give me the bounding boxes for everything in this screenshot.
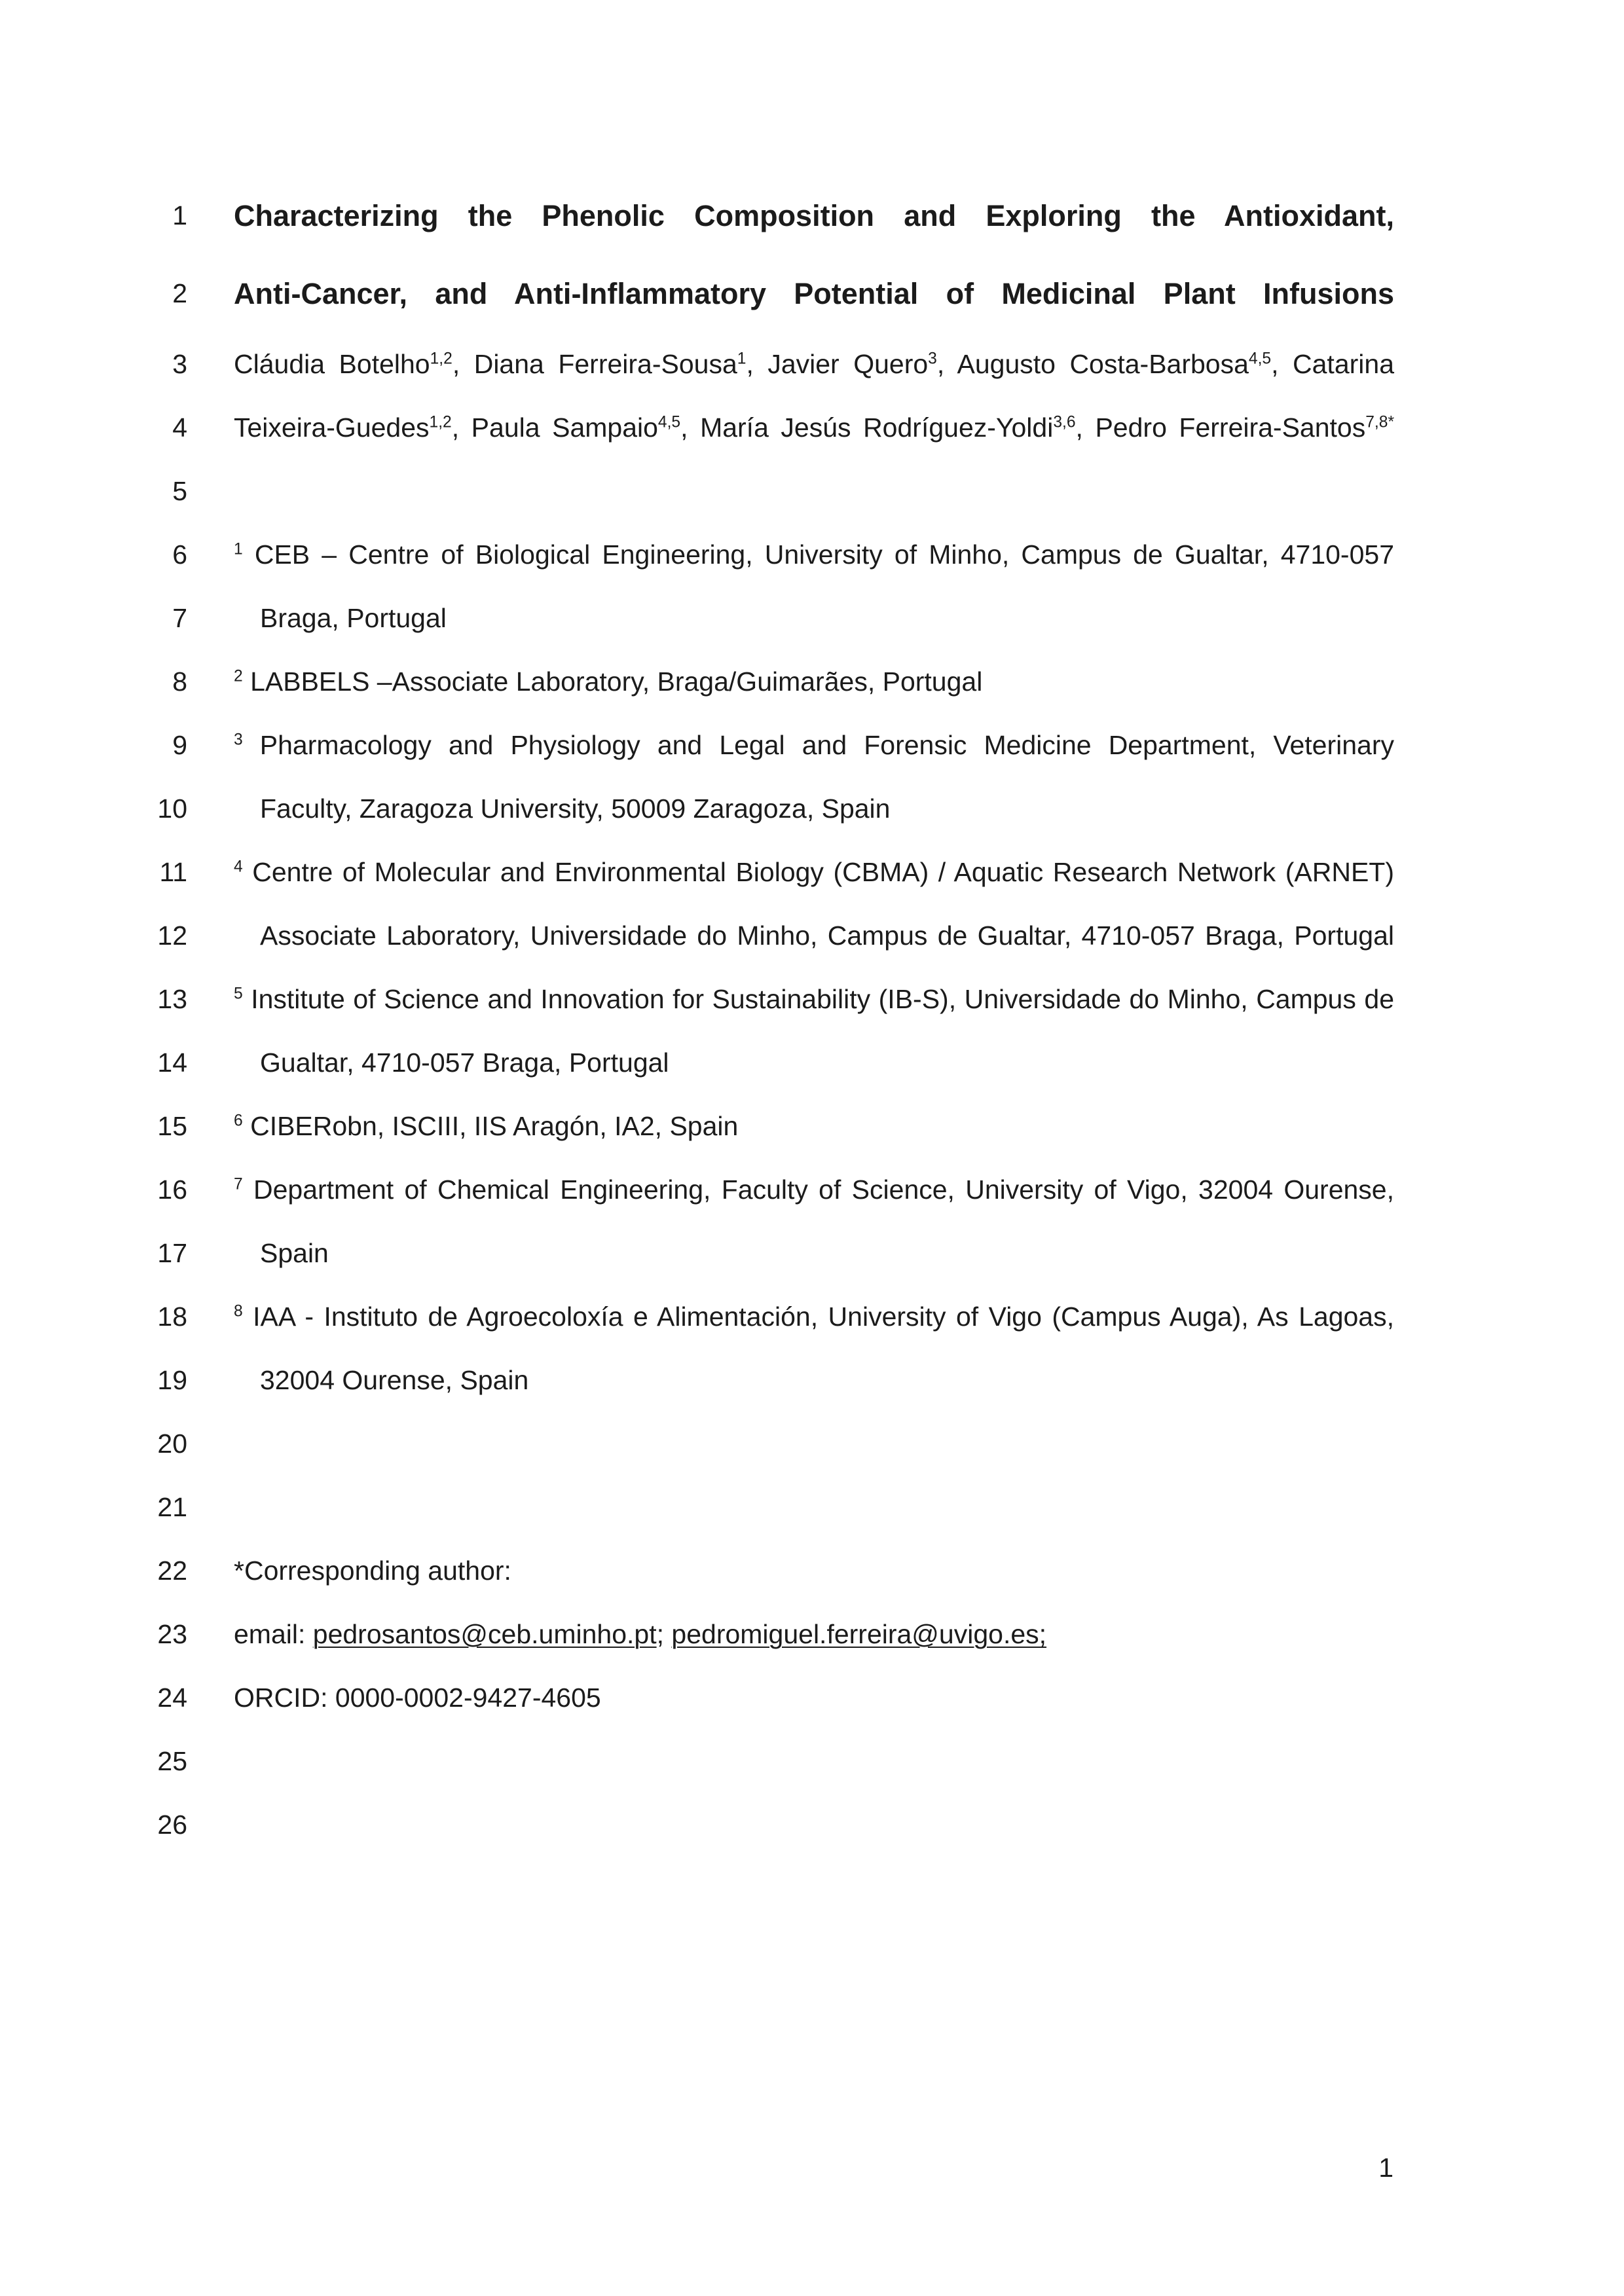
- line-text: [234, 730, 1394, 761]
- line-number: 6: [172, 539, 187, 570]
- text-segment: Cláudia Botelho: [234, 348, 430, 379]
- text-segment: , Catarina: [1271, 348, 1394, 379]
- line-number: 23: [157, 1619, 187, 1649]
- manuscript-line: [0, 1539, 1624, 1603]
- line-number: 20: [157, 1429, 187, 1459]
- manuscript-line: [0, 1095, 1624, 1158]
- text-segment: , Diana Ferreira-Sousa: [452, 348, 737, 379]
- line-text: [234, 1048, 1394, 1078]
- line-text: [234, 1683, 1394, 1713]
- text-segment: Centre of Molecular and Environmental Biology (CBMA) / Aquatic Research Network (ARNET): [242, 856, 1394, 887]
- text-segment: CEB – Centre of Biological Engineering, University of Minho, Campus de Gualtar, 4710-057: [242, 539, 1394, 570]
- affiliation-superscript: 1: [234, 540, 243, 558]
- affiliation-superscript: 7,8*: [1365, 413, 1395, 431]
- line-text: [234, 1556, 1394, 1586]
- text-segment: CIBERobn, ISCIII, IIS Aragón, IA2, Spain: [242, 1110, 739, 1141]
- line-text: [234, 920, 1394, 951]
- line-number: 17: [157, 1238, 187, 1268]
- affiliation-superscript: 4,5: [657, 413, 681, 431]
- line-text: [234, 539, 1394, 570]
- manuscript-line: [0, 396, 1624, 460]
- line-text: [234, 199, 1394, 233]
- line-number: 19: [157, 1365, 187, 1395]
- line-text: [234, 277, 1394, 311]
- text-segment: , María Jesús Rodríguez-Yoldi: [680, 412, 1054, 443]
- text-segment: Braga, Portugal: [260, 602, 447, 633]
- manuscript-line: [0, 1476, 1624, 1539]
- text-segment: ORCID: 0000-0002-9427-4605: [234, 1682, 601, 1713]
- manuscript-line: [0, 333, 1624, 396]
- line-text: [234, 793, 1394, 824]
- line-number: 24: [157, 1683, 187, 1713]
- text-segment: Gualtar, 4710-057 Braga, Portugal: [260, 1047, 669, 1078]
- line-text: [234, 603, 1394, 634]
- line-number: 25: [157, 1746, 187, 1776]
- manuscript-line: [0, 714, 1624, 777]
- manuscript-line: [0, 1793, 1624, 1857]
- text-segment: Anti-Cancer, and Anti-Inflammatory Potential of Medicinal Plant Infusions: [234, 276, 1394, 310]
- affiliation-superscript: 2: [234, 667, 243, 685]
- manuscript-line: [0, 1666, 1624, 1730]
- title-line: [0, 255, 1624, 333]
- text-segment: , Paula Sampaio: [451, 412, 658, 443]
- affiliation-superscript: 7: [234, 1175, 243, 1194]
- line-text: [234, 666, 1394, 697]
- line-text: [234, 1619, 1394, 1650]
- manuscript-line: [0, 968, 1624, 1031]
- line-number: 22: [157, 1556, 187, 1586]
- line-text: [234, 1302, 1394, 1332]
- manuscript-line: [0, 587, 1624, 650]
- text-segment: Characterizing the Phenolic Composition and Exploring the Antioxidant,: [234, 198, 1394, 232]
- manuscript-line: [0, 1285, 1624, 1349]
- manuscript-line: [0, 650, 1624, 714]
- manuscript-line: [0, 1730, 1624, 1793]
- text-segment: Spain: [260, 1237, 329, 1268]
- manuscript-line: [0, 841, 1624, 904]
- affiliation-superscript: 4,5: [1248, 350, 1272, 368]
- affiliation-superscript: 6: [234, 1112, 243, 1130]
- manuscript-line: [0, 1349, 1624, 1412]
- affiliation-superscript: 4: [234, 858, 243, 876]
- affiliation-superscript: 3,6: [1053, 413, 1076, 431]
- text-segment: Faculty, Zaragoza University, 50009 Zaragoza, Spain: [260, 793, 891, 824]
- line-number: 4: [172, 412, 187, 443]
- manuscript-line: [0, 1031, 1624, 1095]
- line-text: [234, 1111, 1394, 1142]
- affiliation-superscript: 1: [737, 350, 747, 368]
- line-number: 9: [172, 730, 187, 760]
- line-number: 26: [157, 1810, 187, 1840]
- line-number: 12: [157, 920, 187, 951]
- email-link[interactable]: pedrosantos@ceb.uminho.pt: [312, 1618, 657, 1649]
- manuscript-line: [0, 1603, 1624, 1666]
- text-segment: Institute of Science and Innovation for Sustainability (IB-S), Universidade do Minho, Campus de: [242, 983, 1394, 1014]
- manuscript-line: [0, 777, 1624, 841]
- page-number: 1: [1378, 2153, 1393, 2183]
- text-segment: Associate Laboratory, Universidade do Minho, Campus de Gualtar, 4710-057 Braga, Portugal: [260, 920, 1394, 951]
- line-number: 8: [172, 666, 187, 697]
- line-number: 3: [172, 349, 187, 379]
- line-number: 11: [159, 857, 187, 887]
- line-number: 10: [157, 793, 187, 824]
- affiliation-superscript: 5: [234, 985, 243, 1003]
- line-number: 7: [172, 603, 187, 633]
- title-line: [0, 177, 1624, 255]
- line-number: 2: [172, 278, 187, 308]
- line-text: [234, 984, 1394, 1015]
- line-number: 15: [157, 1111, 187, 1141]
- email-link[interactable]: pedromiguel.ferreira@uvigo.es;: [671, 1618, 1047, 1649]
- line-number: 1: [172, 200, 187, 230]
- manuscript-body: [0, 177, 1624, 1857]
- affiliation-superscript: 8: [234, 1302, 243, 1321]
- line-text: [234, 1175, 1394, 1205]
- text-segment: ;: [656, 1618, 672, 1649]
- manuscript-line: [0, 523, 1624, 587]
- text-segment: IAA - Instituto de Agroecoloxía e Alimentación, University of Vigo (Campus Auga), As Lagoas,: [242, 1301, 1394, 1332]
- text-segment: , Pedro Ferreira-Santos: [1075, 412, 1366, 443]
- affiliation-superscript: 1,2: [430, 350, 452, 368]
- manuscript-line: [0, 1222, 1624, 1285]
- affiliation-superscript: 3: [928, 350, 937, 368]
- text-segment: Department of Chemical Engineering, Faculty of Science, University of Vigo, 32004 Ourense,: [242, 1174, 1394, 1205]
- line-number: 13: [157, 984, 187, 1014]
- affiliation-superscript: 1,2: [429, 413, 452, 431]
- line-number: 5: [172, 476, 187, 506]
- text-segment: *Corresponding author:: [234, 1555, 511, 1586]
- text-segment: Pharmacology and Physiology and Legal and Forensic Medicine Department, Veterinary: [242, 729, 1394, 760]
- affiliation-superscript: 3: [234, 731, 243, 749]
- line-text: [234, 857, 1394, 888]
- text-segment: Teixeira-Guedes: [234, 412, 430, 443]
- manuscript-line: [0, 904, 1624, 968]
- line-number: 16: [157, 1175, 187, 1205]
- text-segment: LABBELS –Associate Laboratory, Braga/Guimarães, Portugal: [242, 666, 983, 697]
- text-segment: , Javier Quero: [746, 348, 929, 379]
- line-number: 14: [157, 1048, 187, 1078]
- line-text: [234, 349, 1394, 380]
- line-text: [234, 1238, 1394, 1269]
- line-number: 21: [157, 1492, 187, 1522]
- text-segment: , Augusto Costa-Barbosa: [936, 348, 1249, 379]
- manuscript-line: [0, 460, 1624, 523]
- manuscript-line: [0, 1158, 1624, 1222]
- manuscript-line: [0, 1412, 1624, 1476]
- line-text: [234, 412, 1394, 443]
- line-number: 18: [157, 1302, 187, 1332]
- text-segment: email:: [234, 1618, 313, 1649]
- line-text: [234, 1365, 1394, 1396]
- text-segment: 32004 Ourense, Spain: [260, 1364, 529, 1395]
